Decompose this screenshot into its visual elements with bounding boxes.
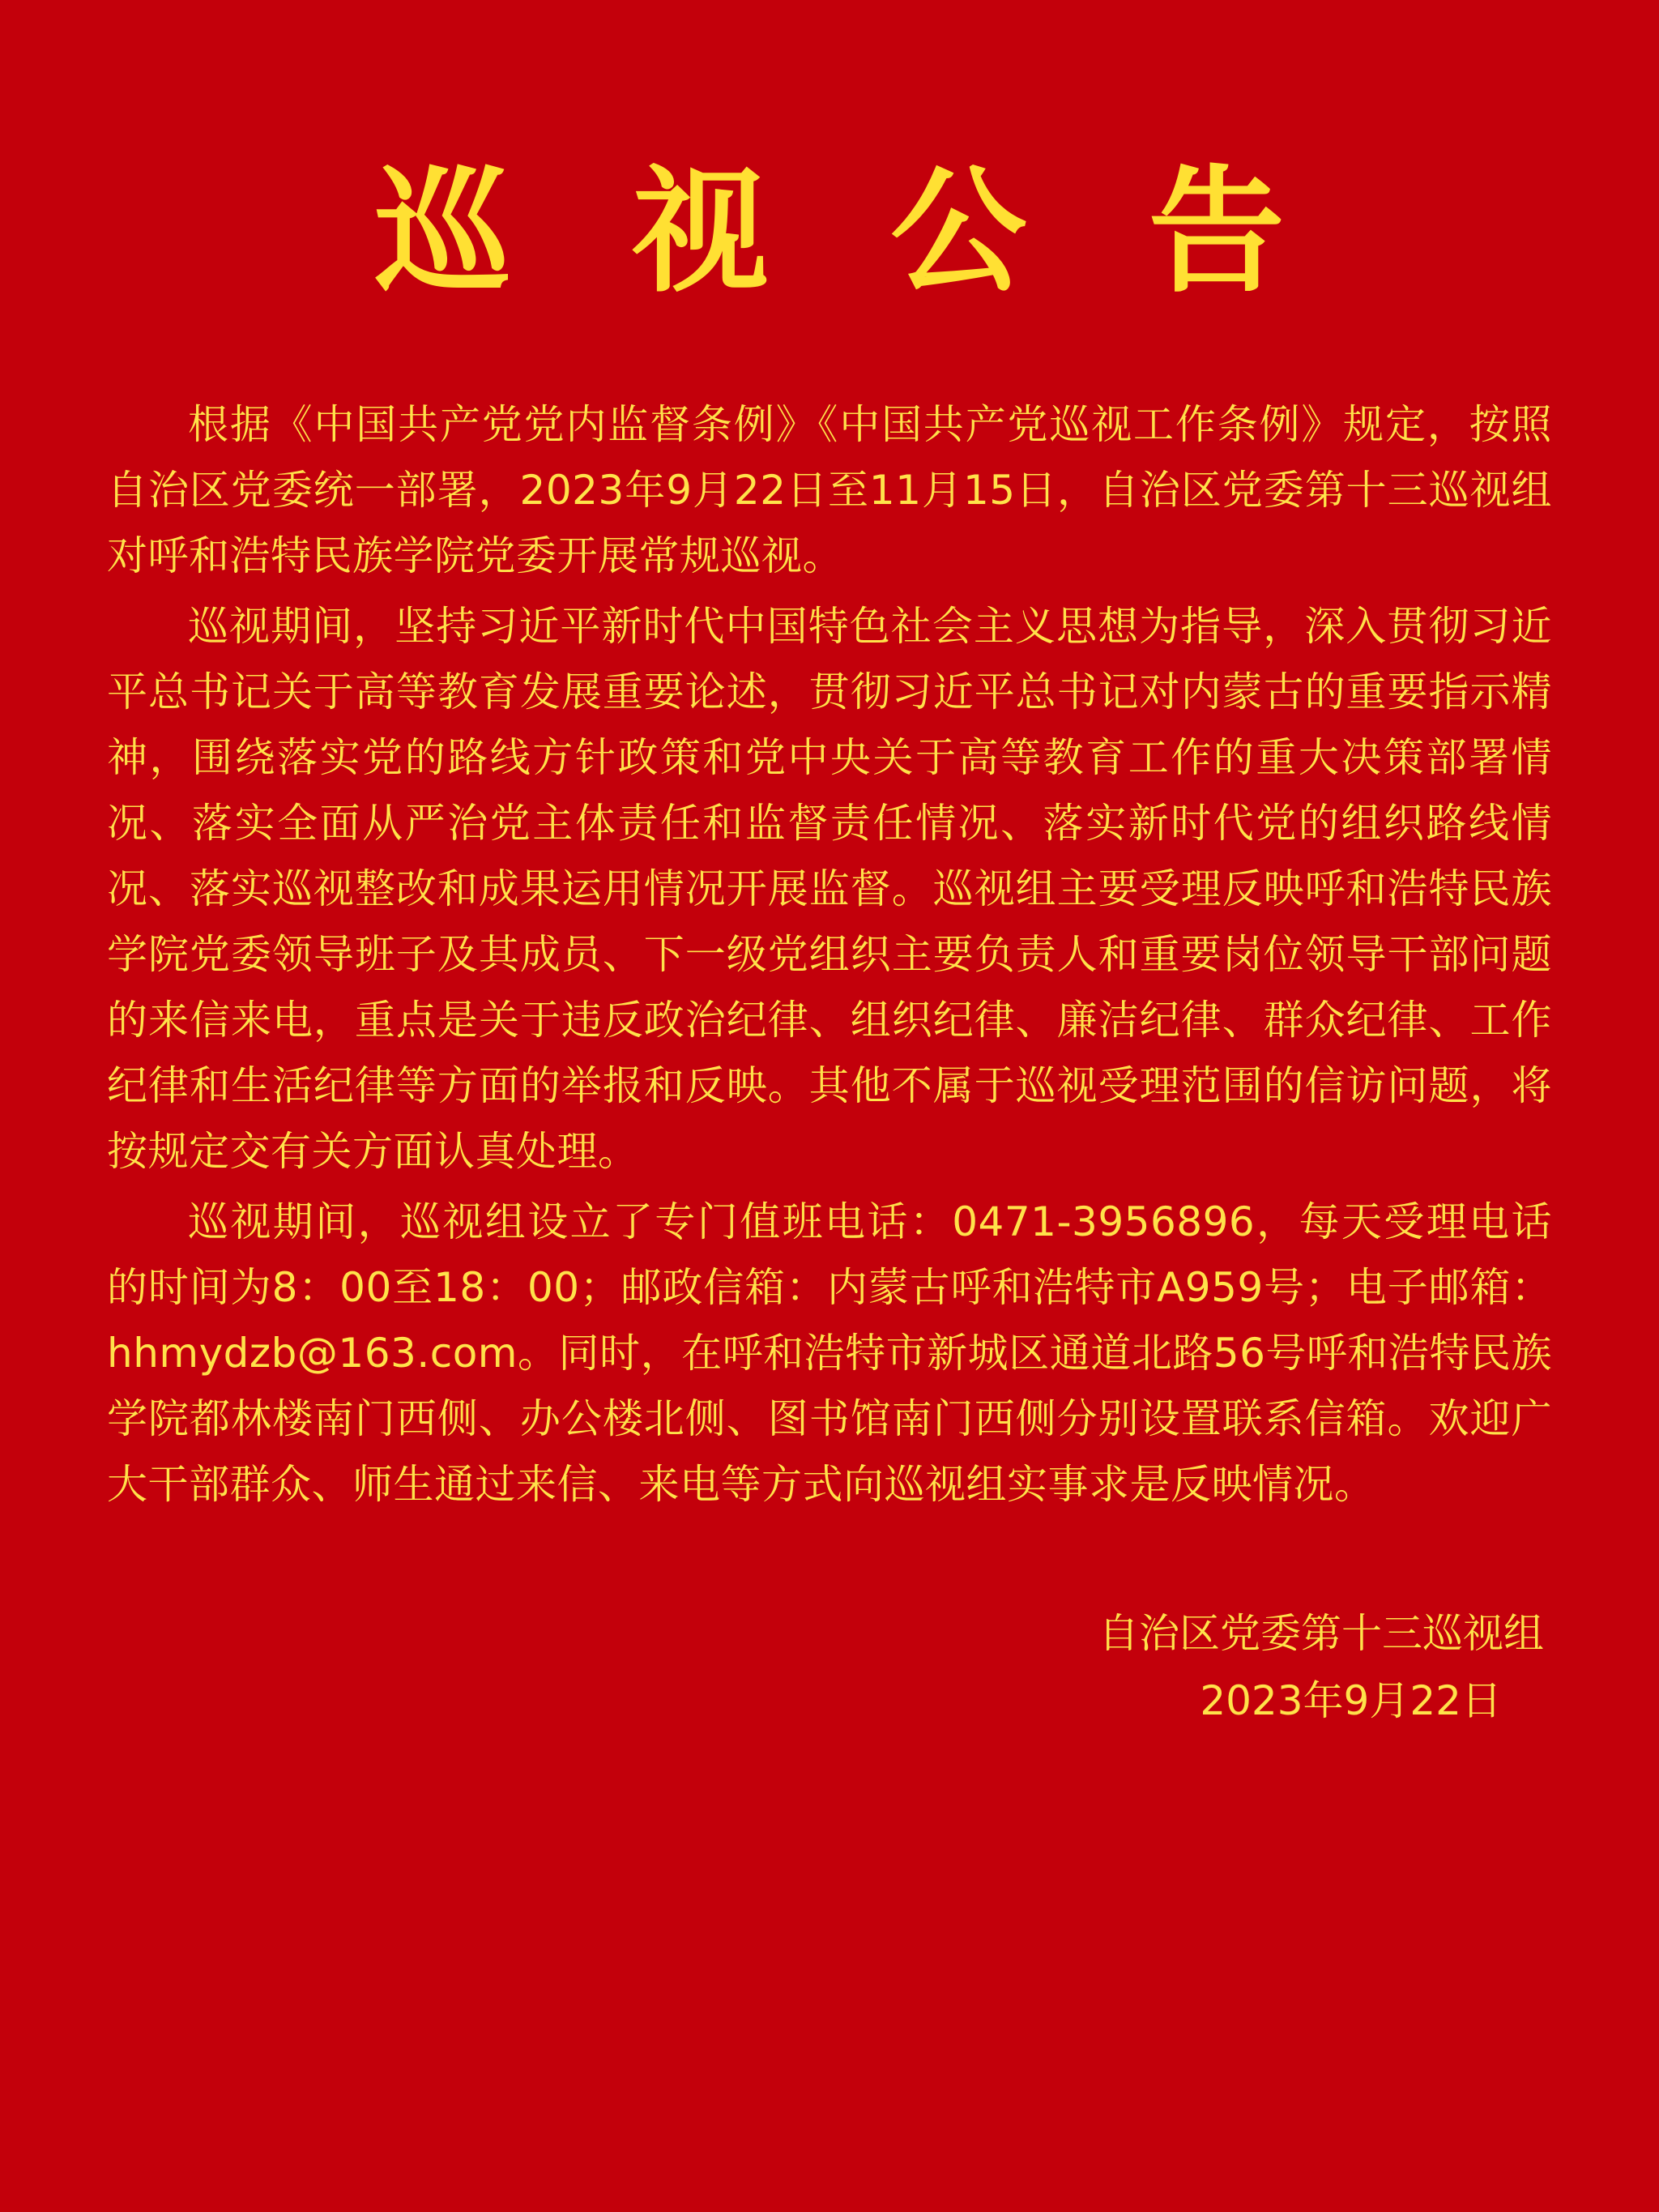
signature-date: 2023年9月22日 <box>1200 1676 1502 1724</box>
page-title: 巡 视 公 告 <box>374 152 1322 311</box>
paragraph-2: 巡视期间，坚持习近平新时代中国特色社会主义思想为指导，深入贯彻习近平总书记关于高等教育发展重要论述，贯彻习近平总书记对内蒙古的重要指示精神，围绕落实党的路线方针政策和党中央关于高等教育工作的重大决策部署情况、落实全面从严治党主体责任和监督责任情况、落实新时代党的组织路线情况、落实巡视整改和成果运用情况开展监督。巡视组主要受理反映呼和浩特民族学院党委领导班子及其成员、下一级党组织主要负责人和重要岗位领导干部问题的来信来电，重点是关于违反政治纪律、组织纪律、廉洁纪律、群众纪律、工作纪律和生活纪律等方面的举报和反映。其他不属于巡视受理范围的信访问题，将按规定交有关方面认真处理。 <box>107 603 1552 1176</box>
signature-block <box>107 1600 1552 1734</box>
paragraph-3: 巡视期间，巡视组设立了专门值班电话：0471-3956896，每天受理电话的时间为8：00至18：00；邮政信箱：内蒙古呼和浩特市A959号；电子邮箱：hhmydzb@163.com。同时，在呼和浩特市新城区通道北路56号呼和浩特民族学院都林楼南门西侧、办公楼北侧、图书馆南门西侧分别设置联系信箱。欢迎广大干部群众、师生通过来信、来电等方式向巡视组实事求是反映情况。 <box>107 1198 1552 1509</box>
announcement-body <box>107 392 1552 1522</box>
signature-organization: 自治区党委第十三巡视组 <box>1098 1610 1544 1658</box>
paragraph-1: 根据《中国共产党党内监督条例》《中国共产党巡视工作条例》规定，按照自治区党委统一部署，2023年9月22日至11月15日，自治区党委第十三巡视组对呼和浩特民族学院党委开展常规巡视。 <box>107 401 1552 580</box>
